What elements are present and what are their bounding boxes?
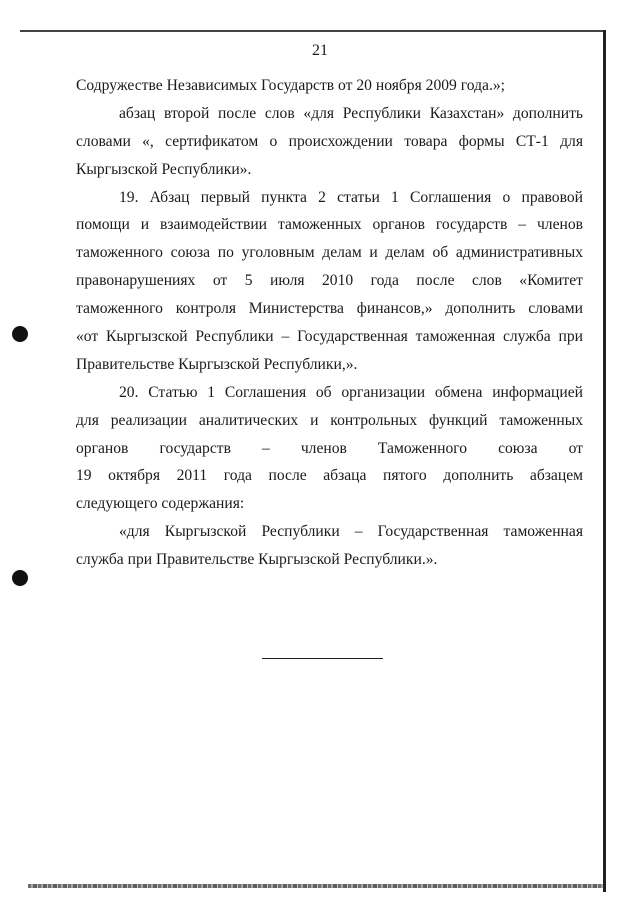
text-line: правонарушениях от 5 июля 2010 года после слов «Комитет	[76, 272, 583, 290]
end-of-text-rule	[262, 658, 383, 659]
text-line: Кыргызской Республики».	[76, 160, 252, 178]
text-line: следующего содержания:	[76, 495, 245, 513]
text-line: «для Кыргызской Республики – Государственная таможенная	[119, 523, 583, 541]
binder-hole-mark	[12, 326, 28, 342]
text-line: 20. Статью 1 Соглашения об организации обмена информацией	[119, 383, 583, 401]
text-line: «от Кыргызской Республики – Государственная таможенная служба при	[76, 328, 583, 346]
document-body	[76, 72, 583, 574]
text-line: словами «, сертификатом о происхождении товара формы СТ-1 для	[76, 132, 583, 150]
text-line: абзац второй после слов «для Республики Казахстан» дополнить	[119, 104, 583, 122]
page-border-bottom	[28, 884, 603, 888]
page-number: 21	[312, 42, 328, 59]
text-line: таможенного союза по уголовным делам и делам об административных	[76, 244, 583, 262]
text-line: помощи и взаимодействии таможенных органов государств – членов	[76, 216, 583, 234]
page-border-right	[603, 30, 606, 892]
text-line: таможенного контроля Министерства финансов,» дополнить словами	[76, 300, 583, 318]
text-line: Содружестве Независимых Государств от 20 ноября 2009 года.»;	[76, 77, 505, 94]
text-line: служба при Правительстве Кыргызской Республики.».	[76, 551, 438, 569]
binder-hole-mark	[12, 570, 28, 586]
text-line: для реализации аналитических и контрольных функций таможенных	[76, 411, 583, 429]
text-line: 19. Абзац первый пункта 2 статьи 1 Соглашения о правовой	[119, 188, 583, 206]
text-line: 19 октября 2011 года после абзаца пятого дополнить абзацем	[76, 467, 583, 485]
page-border-top	[20, 30, 606, 32]
text-line: органов государств – членов Таможенного союза от	[76, 439, 583, 457]
text-line: Правительстве Кыргызской Республики,».	[76, 355, 358, 373]
